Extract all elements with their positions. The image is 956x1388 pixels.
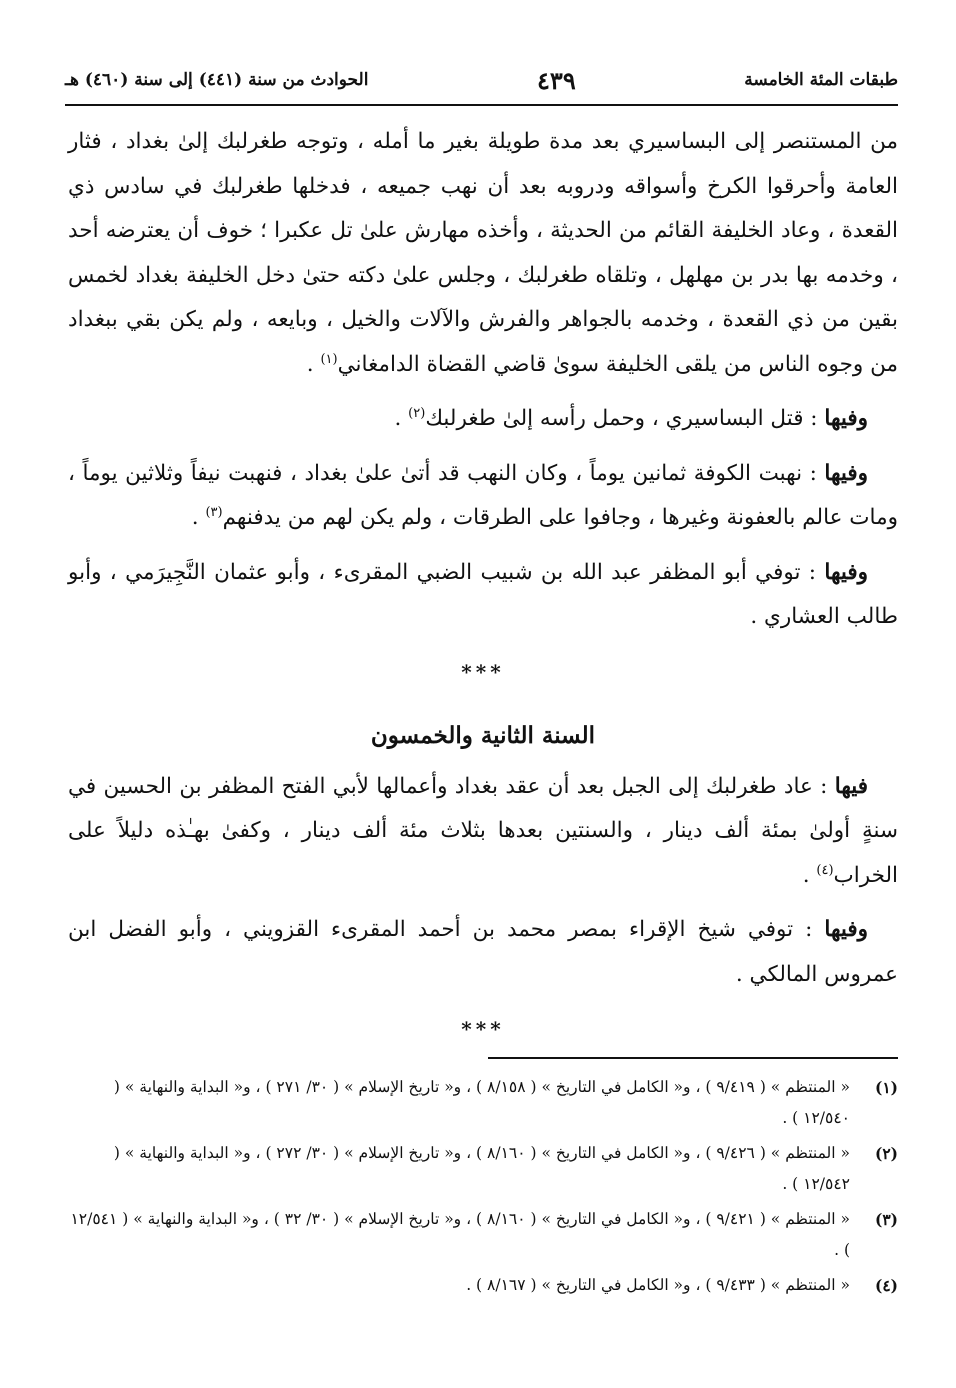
paragraph bbox=[68, 452, 898, 541]
footnote bbox=[68, 1072, 898, 1134]
page-number: ٤٣٩ bbox=[537, 65, 576, 95]
footnote-number: (١) bbox=[874, 1078, 898, 1097]
paragraph bbox=[68, 120, 898, 387]
footnote bbox=[68, 1204, 898, 1266]
paragraph bbox=[68, 397, 898, 442]
paragraph-lead: وفيها bbox=[824, 406, 868, 431]
footnote bbox=[68, 1270, 898, 1301]
section-separator: *** bbox=[461, 1017, 505, 1041]
footnote-divider bbox=[488, 1057, 898, 1059]
page-body bbox=[68, 120, 898, 1072]
footnote-number: (٤) bbox=[874, 1276, 898, 1295]
footnote bbox=[68, 1138, 898, 1200]
paragraph-text: : عاد طغرلبك إلى الجبل بعد أن عقد بغداد وأعمالها لأبي الفتح المظفر بن الحسين في سنةٍ أولىٰ بمئة ألف دينار ، والسنتين بعدها بثلاث مئة ألف دينار ، وكفىٰ بهـٰذه دليلاً على الخراب bbox=[68, 773, 898, 888]
paragraph-text: : توفي شيخ الإقراء بمصر محمد بن أحمد المقرىء القزويني ، وأبو الفضل ابن عمروس المالكي . bbox=[68, 917, 898, 987]
paragraph bbox=[68, 908, 898, 997]
footnotes bbox=[68, 1072, 898, 1305]
section-heading: السنة الثانية والخمسون bbox=[370, 722, 596, 749]
paragraph-text: : قتل البساسيري ، وحمل رأسه إلىٰ طغرلبك bbox=[425, 406, 825, 431]
paragraph-tail: . bbox=[306, 351, 321, 377]
paragraph-text: : نهبت الكوفة ثمانين يوماً ، وكان النهب قد أتىٰ علىٰ بغداد ، فنهبت نيفاً وثلاثين يوماً ، ومات عالم بالعفونة وغيرها ، وجافوا على الطرقات ، ولم يكن لهم من يدفنهم bbox=[68, 460, 898, 530]
paragraph bbox=[68, 551, 898, 640]
paragraph-tail: . bbox=[191, 505, 206, 530]
header-chapter-title: الحوادث من سنة (٤٤١) إلى سنة (٤٦٠) هـ bbox=[65, 70, 369, 90]
footnote-marker[interactable]: (٤) bbox=[816, 862, 834, 878]
footnote-text: « المنتظم » ( ٩/٤٢٦ ) ، و« الكامل في التاريخ » ( ٨/١٦٠ ) ، و« تاريخ الإسلام » ( ٣٠/ ٢٧٢ ) ، و« البداية والنهاية » ( ١٢/٥٤٢ ) . bbox=[113, 1144, 850, 1193]
footnote-marker[interactable]: (٣) bbox=[205, 504, 223, 520]
header-book-title: طبقات المئة الخامسة bbox=[744, 70, 898, 90]
footnote-number: (٣) bbox=[874, 1210, 898, 1229]
paragraph-text: : توفي أبو المظفر عبد الله بن شبيب الضبي المقرىء ، وأبو عثمان النَّجِيرَمي ، وأبو طالب العشاري . bbox=[68, 559, 898, 629]
paragraph-text: من المستنصر إلى البساسيري بعد مدة طويلة بغير ما أمله ، وتوجه طغرلبك إلىٰ بغداد ، فثار العامة وأحرقوا الكرخ وأسواقه ودروبه بعد أن نهب جميعه ، فدخلها طغرلبك في سادس ذي القعدة ، وعاد الخليفة القائم من الحديثة ، وأخذه مهارش علىٰ تل عكبرا ؛ خوف أن يعترضه أحد ، وخدمه بها بدر بن مهلهل ، وتلقاه طغرلبك ، وجلس علىٰ دكته حتىٰ دخل الخليفة بغداد لخمس بقين من ذي القعدة ، وخدمه بالجواهر والفرش والآلات والخيل ، وبايعه ، ولم يكن بقي ببغداد من وجوه الناس من يلقى الخليفة سوىٰ قاضي القضاة الدامغاني bbox=[68, 129, 898, 377]
paragraph-lead: وفيها bbox=[824, 559, 868, 585]
paragraph bbox=[68, 765, 898, 899]
footnote-text: « المنتظم » ( ٩/٤١٩ ) ، و« الكامل في التاريخ » ( ٨/١٥٨ ) ، و« تاريخ الإسلام » ( ٣٠/ ٢٧١ ) ، و« البداية والنهاية » ( ١٢/٥٤٠ ) . bbox=[113, 1078, 850, 1127]
footnote-text: « المنتظم » ( ٩/٤٣٣ ) ، و« الكامل في التاريخ » ( ٨/١٦٧ ) . bbox=[466, 1276, 850, 1294]
footnote-text: « المنتظم » ( ٩/٤٢١ ) ، و« الكامل في التاريخ » ( ٨/١٦٠ ) ، و« تاريخ الإسلام » ( ٣٠/ ٣٢ ) ، و« البداية والنهاية » ( ١٢/٥٤١ ) . bbox=[70, 1210, 850, 1259]
running-header bbox=[65, 60, 898, 106]
footnote-number: (٢) bbox=[874, 1144, 898, 1163]
footnote-marker[interactable]: (١) bbox=[320, 351, 338, 367]
section-separator: *** bbox=[461, 659, 505, 684]
footnote-marker[interactable]: (٢) bbox=[408, 405, 426, 421]
paragraph-tail: . bbox=[394, 406, 409, 431]
paragraph-lead: فيها bbox=[834, 773, 868, 799]
paragraph-lead: وفيها bbox=[824, 460, 868, 486]
paragraph-tail: . bbox=[802, 862, 817, 888]
paragraph-lead: وفيها bbox=[824, 917, 868, 942]
